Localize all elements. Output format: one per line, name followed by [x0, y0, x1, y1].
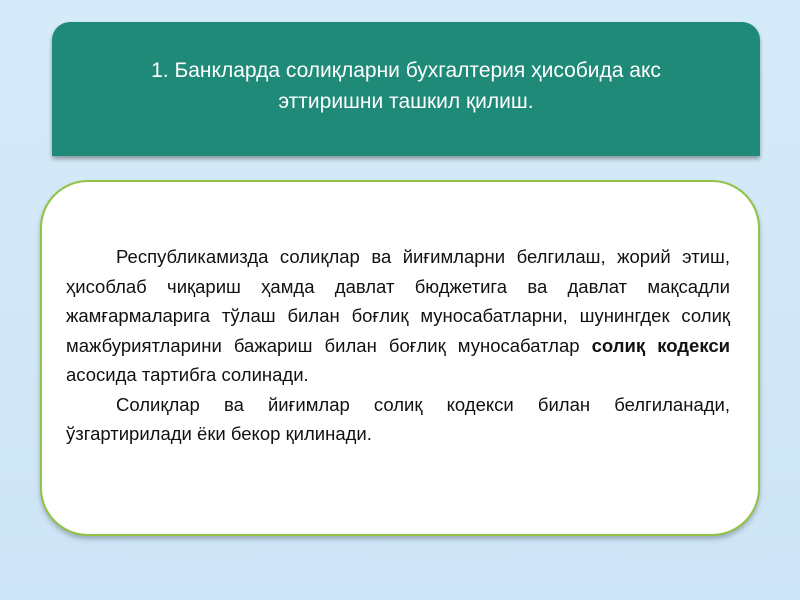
content-panel: [40, 180, 760, 536]
paragraph-2: Солиқлар ва йиғимлар солиқ кодекси билан белгиланади, ўзгартирилади ёки бекор қилинади.: [66, 393, 730, 444]
paragraph-1-text-before: Республикамизда солиқлар ва йиғимларни белгилаш, жорий этиш, ҳисоблаб чиқариш ҳамда давлат бюджетига ва давлат мақсадли жамғармаларига тўлаш билан боғлиқ муносабатларни, шунингдек солиқ мажбуриятларини бажариш билан боғлиқ муносабатлар: [66, 246, 730, 356]
slide-title: 1. Банкларда солиқларни бухгалтерия ҳисобида акс эттиришни ташкил қилиш.: [151, 59, 661, 113]
content-text: [66, 242, 730, 449]
paragraph-1: [66, 242, 730, 390]
paragraph-1-bold-term: солиқ кодекси: [591, 334, 731, 356]
title-banner: [52, 22, 760, 156]
paragraph-1-text-after: асосида тартибга солинади.: [66, 364, 309, 385]
